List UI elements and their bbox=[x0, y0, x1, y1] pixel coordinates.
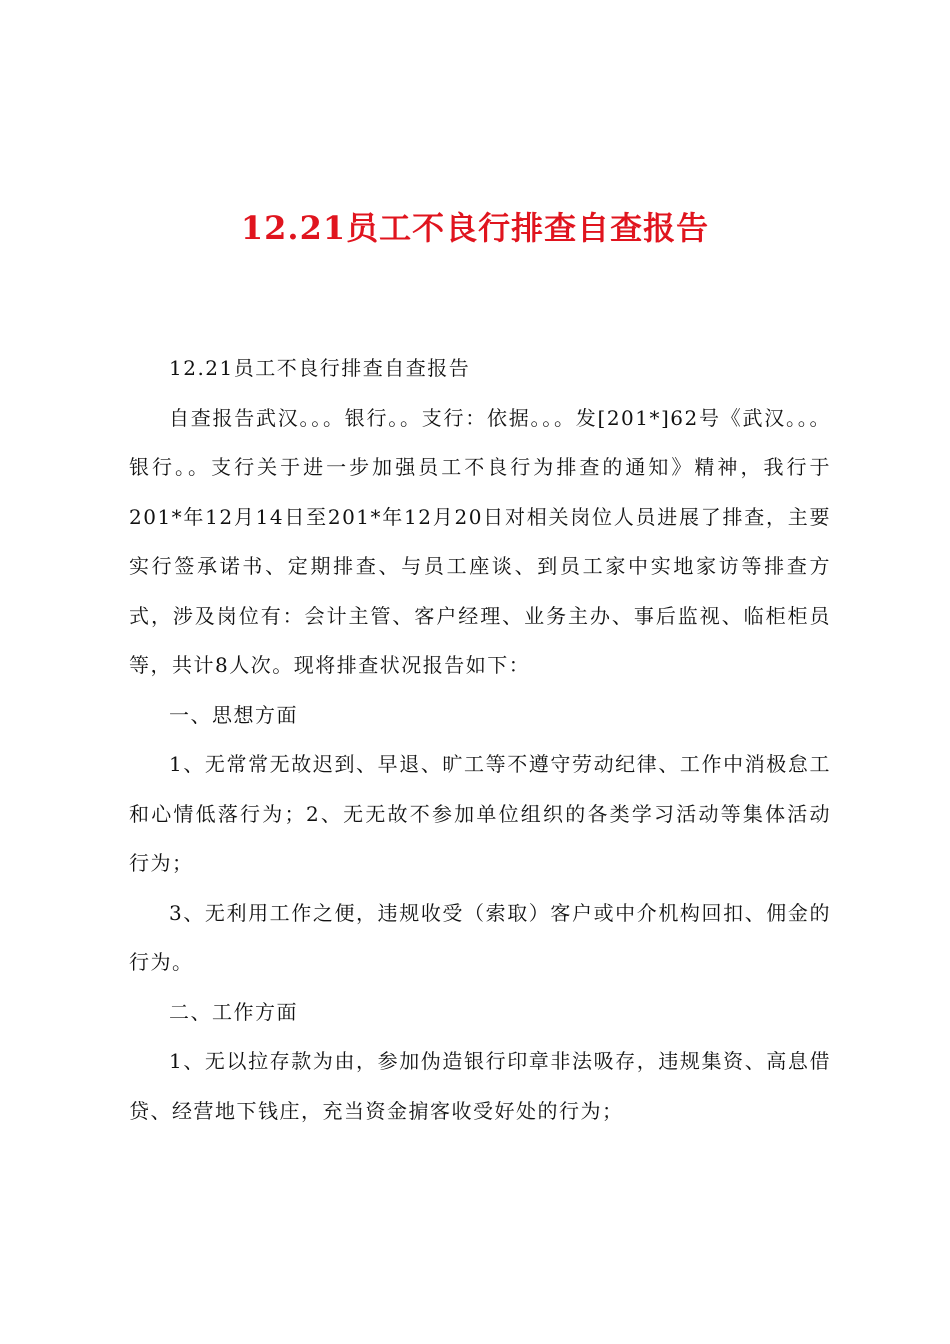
paragraph-thought-items-1-2: 1、无常常无故迟到、早退、旷工等不遵守劳动纪律、工作中消极怠工和心情低落行为；2、无无故不参加单位组织的各类学习活动等集体活动行为； bbox=[129, 752, 831, 875]
paragraph-subtitle: 12.21员工不良行排查自查报告 bbox=[169, 356, 471, 380]
section-heading-work: 二、工作方面 bbox=[169, 999, 298, 1024]
document-title: 12.21员工不良行排查自查报告 bbox=[240, 209, 710, 247]
paragraph-work-item-1: 1、无以拉存款为由，参加伪造银行印章非法吸存，违规集资、高息借贷、经营地下钱庄，充当资金掮客收受好处的行为； bbox=[129, 1049, 831, 1123]
paragraph-thought-item-3: 3、无利用工作之便，违规收受（索取）客户或中介机构回扣、佣金的行为。 bbox=[129, 900, 831, 974]
section-heading-thought: 一、思想方面 bbox=[169, 702, 298, 727]
paragraph-intro: 自查报告武汉。。。银行。。支行：依据。。。发[201*]62号《武汉。。。银行。。支行关于进一步加强员工不良行为排查的通知》精神，我行于201*年12月14日至201*年12月20日对相关岗位人员进展了排查，主要实行签承诺书、定期排查、与员工座谈、到员工家中实地家访等排查方式，涉及岗位有：会计主管、客户经理、业务主办、事后监视、临柜柜员等，共计8人次。现将排查状况报告如下： bbox=[129, 405, 831, 677]
document-body bbox=[129, 344, 831, 1136]
